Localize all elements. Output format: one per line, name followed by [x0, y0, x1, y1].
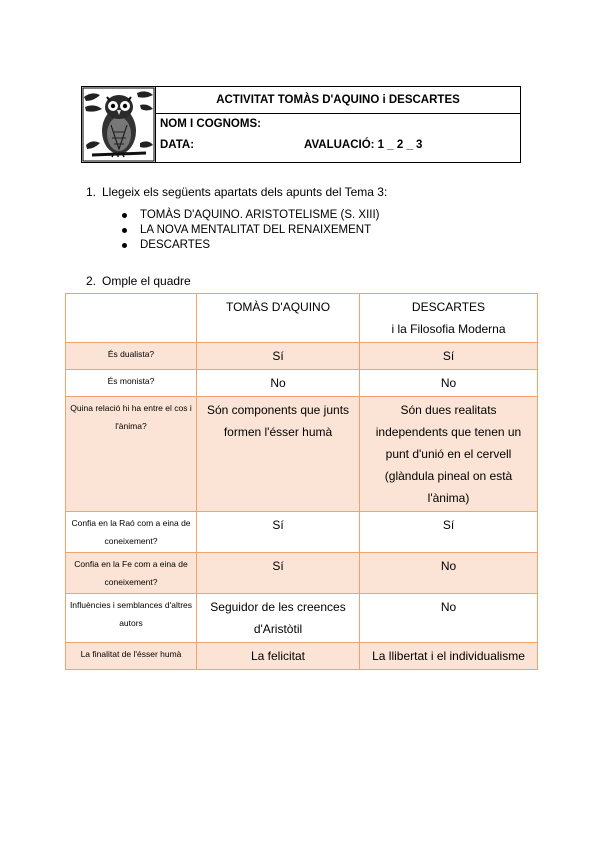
- table-row: [66, 553, 538, 594]
- question-cell: Confia en la Fe com a eina de coneixement?: [66, 553, 197, 594]
- instruction-number: 2.: [86, 274, 97, 288]
- header-cell-empty: [66, 294, 197, 343]
- instruction-1: [86, 185, 387, 199]
- table-row: [66, 343, 538, 370]
- table-row: [66, 594, 538, 643]
- question-cell: La finalitat de l'ésser humà: [66, 643, 197, 670]
- descartes-answer: No: [360, 370, 538, 397]
- question-cell: És monista?: [66, 370, 197, 397]
- date-row: [156, 135, 520, 162]
- aquino-answer: Sí: [197, 512, 360, 553]
- header-descartes-name: DESCARTES: [411, 300, 486, 314]
- topic-list: [118, 208, 379, 253]
- instruction-2: [86, 274, 191, 288]
- aquino-answer: Sí: [197, 553, 360, 594]
- header-descartes-subtitle: i la Filosofia Moderna: [391, 322, 506, 336]
- table-row: [66, 397, 538, 512]
- table-row: [66, 512, 538, 553]
- aquino-answer: Seguidor de les creences d'Aristòtil: [197, 594, 360, 643]
- question-cell: És dualista?: [66, 343, 197, 370]
- date-field-label: DATA:: [160, 139, 195, 151]
- header-box: [81, 86, 521, 163]
- instruction-text: Llegeix els següents apartats dels apunts del Tema 3:: [102, 185, 388, 199]
- descartes-answer: No: [360, 553, 538, 594]
- aquino-answer: La felicitat: [197, 643, 360, 670]
- aquino-answer: Sí: [197, 343, 360, 370]
- topic-item: TOMÀS D'AQUINO. ARISTOTELISME (S. XIII): [118, 208, 379, 223]
- owl-logo: [82, 87, 156, 162]
- descartes-answer: La llibertat i el individualisme: [360, 643, 538, 670]
- owl-icon: [82, 87, 155, 162]
- descartes-answer: Sí: [360, 343, 538, 370]
- topic-item: DESCARTES: [118, 238, 379, 253]
- descartes-answer: Són dues realitats independents que tenen un punt d'unió en el cervell (glàndula pineal on està l'ànima): [360, 397, 538, 512]
- topic-item: LA NOVA MENTALITAT DEL RENAIXEMENT: [118, 223, 379, 238]
- descartes-answer: No: [360, 594, 538, 643]
- comparison-table: [65, 293, 538, 670]
- question-cell: Quina relació hi ha entre el cos i l'ànima?: [66, 397, 197, 512]
- question-cell: Influències i semblances d'altres autors: [66, 594, 197, 643]
- table-header-row: [66, 294, 538, 343]
- descartes-answer: Sí: [360, 512, 538, 553]
- question-cell: Confia en la Raó com a eina de coneixement?: [66, 512, 197, 553]
- evaluation-label: AVALUACIÓ: 1 _ 2 _ 3: [304, 139, 423, 151]
- header-cell-aquino: TOMÀS D'AQUINO: [197, 294, 360, 343]
- aquino-answer: Són components que junts formen l'ésser humà: [197, 397, 360, 512]
- aquino-answer: No: [197, 370, 360, 397]
- activity-title: ACTIVITAT TOMÀS D'AQUINO i DESCARTES: [156, 87, 520, 114]
- name-field-label: NOM I COGNOMS:: [160, 118, 261, 130]
- header-cell-descartes: [360, 294, 538, 343]
- instruction-text: Omple el quadre: [102, 274, 191, 288]
- instruction-number: 1.: [86, 185, 97, 199]
- table-row: [66, 643, 538, 670]
- table-row: [66, 370, 538, 397]
